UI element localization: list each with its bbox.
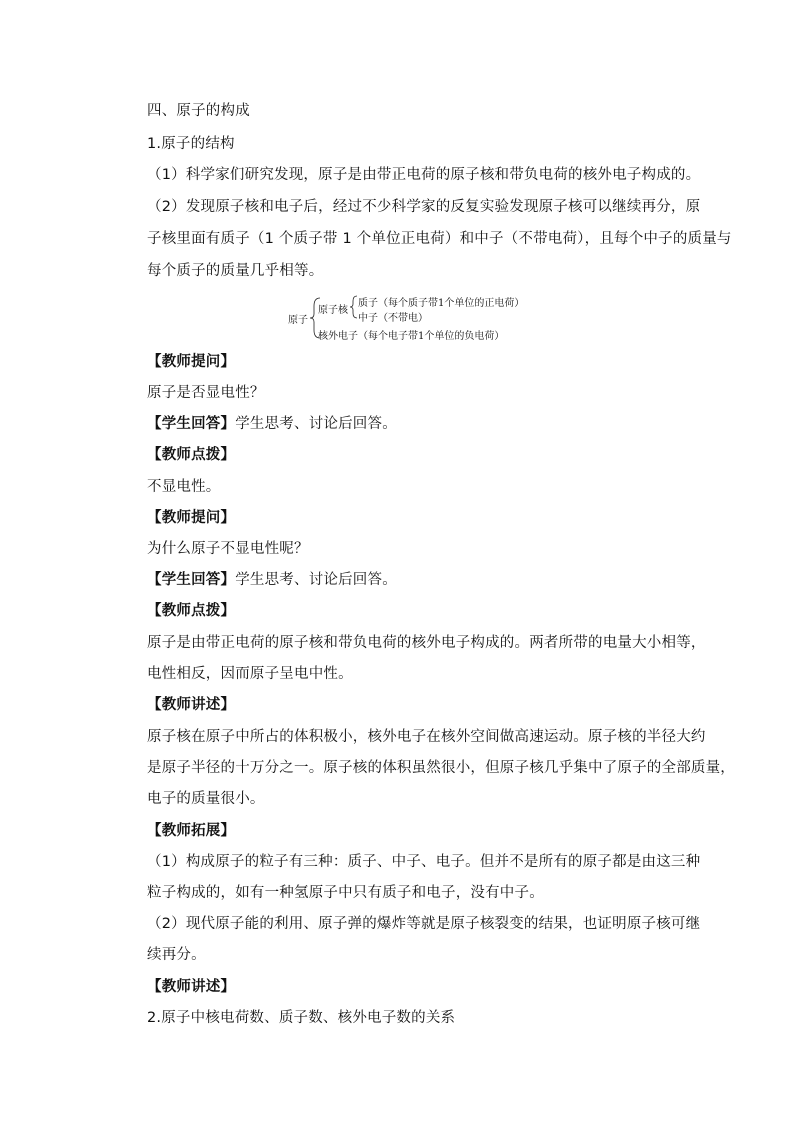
tag-student-answer: 【学生回答】 [147,416,236,432]
guide-text: 不显电性。 [147,479,221,495]
guide-text-line: 电性相反，因而原子呈电中性。 [147,666,353,682]
paragraph: （1）科学家们研究发现，原子是由带正电荷的原子核和带负电荷的核外电子构成的。 [147,167,701,183]
extend-text-line: （1）构成原子的粒子有三种：质子、中子、电子。但并不是所有的原子都是由这三种 [147,854,701,870]
tag-teacher-guide: 【教师点拨】 [147,447,236,463]
question-text: 为什么原子不显电性呢？ [147,541,309,557]
lecture-text-line: 原子核在原子中所占的体积极小，核外电子在核外空间做高速运动。原子核的半径大约 [147,729,706,745]
subsection-title: 2.原子中核电荷数、质子数、核外电子数的关系 [147,1010,456,1026]
tag-teacher-ask: 【教师提问】 [147,354,236,370]
diagram-proton-label: 质子（每个质子带1个单位的正电荷） [358,298,525,309]
extend-text-line: （2）现代原子能的利用、原子弹的爆炸等就是原子核裂变的结果，也证明原子核可继 [147,916,701,932]
tag-teacher-guide: 【教师点拨】 [147,603,236,619]
section-title: 四、原子的构成 [147,103,250,119]
student-answer-row [147,414,397,434]
diagram-nucleus-label: 原子核 [318,305,348,316]
tag-teacher-extend: 【教师拓展】 [147,823,236,839]
guide-text-line: 原子是由带正电荷的原子核和带负电荷的核外电子构成的。两者所带的电量大小相等， [147,635,706,651]
question-text: 原子是否显电性？ [147,385,265,401]
atom-structure-diagram [286,294,546,340]
answer-text: 学生思考、讨论后回答。 [235,572,397,588]
paragraph-line: （2）发现原子核和电子后，经过不少科学家的反复实验发现原子核可以继续再分，原 [147,199,701,215]
diagram-atom-label: 原子 [288,315,308,326]
tag-teacher-ask: 【教师提问】 [147,510,236,526]
subsection-title: 1.原子的结构 [147,136,235,152]
student-answer-row [147,570,397,590]
paragraph-line: 每个质子的质量几乎相等。 [147,263,324,279]
tag-teacher-lecture: 【教师讲述】 [147,979,236,995]
diagram-neutron-label: 中子（不带电） [358,313,428,324]
extend-text-line: 续再分。 [147,947,206,963]
lecture-text-line: 是原子半径的十万分之一。原子核的体积虽然很小，但原子核几乎集中了原子的全部质量， [147,760,735,776]
answer-text: 学生思考、讨论后回答。 [235,416,397,432]
extend-text-line: 粒子构成的，如有一种氢原子中只有质子和电子，没有中子。 [147,885,544,901]
paragraph-line: 子核里面有质子（1 个质子带 1 个单位正电荷）和中子（不带电荷），且每个中子的质量与 [147,231,732,247]
tag-student-answer: 【学生回答】 [147,572,236,588]
tag-teacher-lecture: 【教师讲述】 [147,697,236,713]
diagram-electron-label: 核外电子（每个电子带1个单位的负电荷） [318,331,505,342]
lecture-text-line: 电子的质量很小。 [147,791,265,807]
